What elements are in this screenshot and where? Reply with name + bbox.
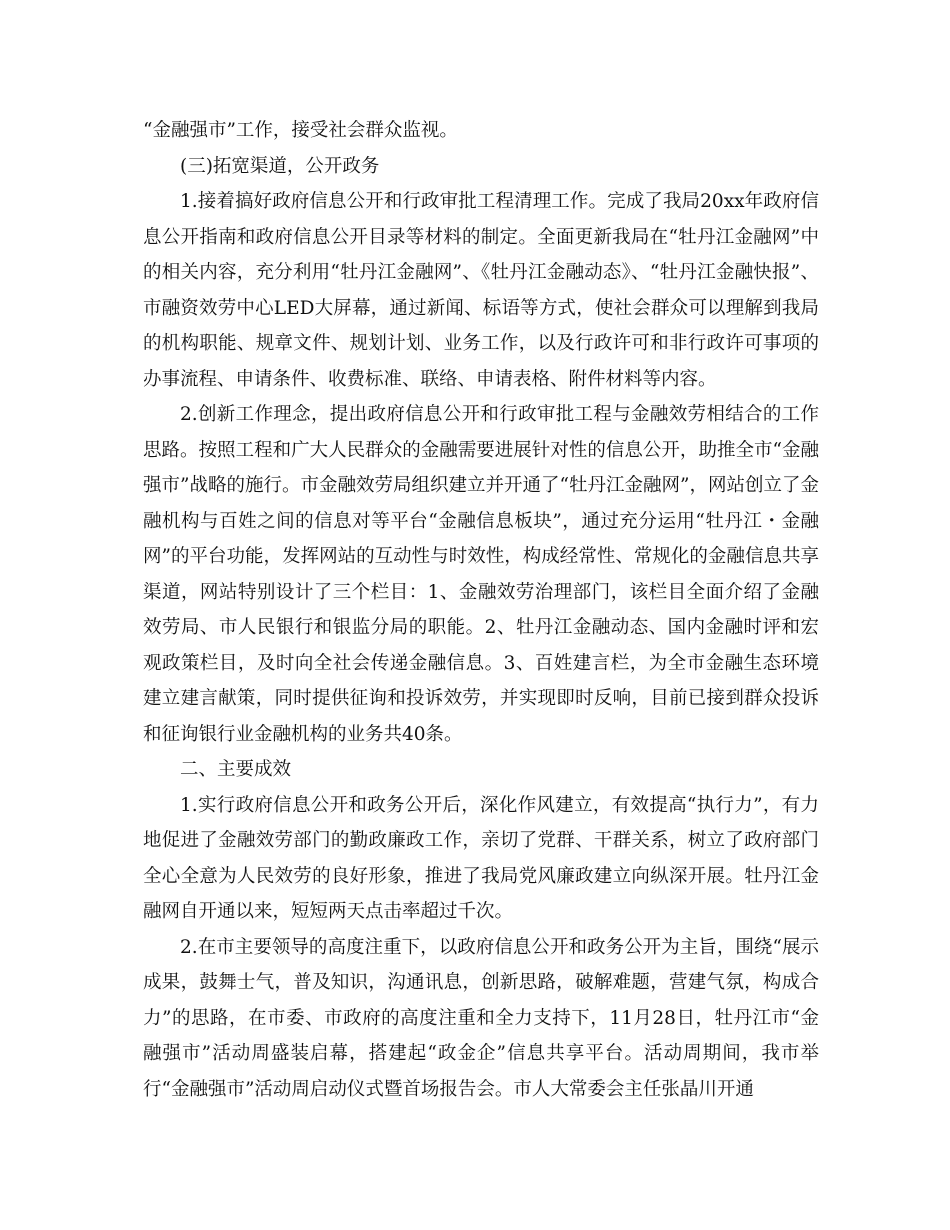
paragraph-result-1: 1.实行政府信息公开和政务公开后，深化作风建立，有效提高“执行力”，有力地促进了金融效劳部门的勤政廉政工作，亲切了党群、干群关系，树立了政府部门全心全意为人民效劳的良好形象，推进了我局党风廉政建立向纵深开展。牡丹江金融网自开通以来，短短两天点击率超过千次。 xyxy=(143,794,819,922)
document-body xyxy=(143,113,819,1107)
section-heading-main-results: 二、主要成效 xyxy=(180,759,292,780)
paragraph-item-2: 2.创新工作理念，提出政府信息公开和行政审批工程与金融效劳相结合的工作思路。按照工程和广大人民群众的金融需要进展针对性的信息公开，助推全市“金融强市”战略的施行。市金融效劳局组织建立并开通了“牡丹江金融网”，网站创立了金融机构与百姓之间的信息对等平台“金融信息板块”，通过充分运用“牡丹江・金融网”的平台功能，发挥网站的互动性与时效性，构成经常性、常规化的金融信息共享渠道，网站特别设计了三个栏目：1、金融效劳治理部门，该栏目全面介绍了金融效劳局、市人民银行和银监分局的职能。2、牡丹江金融动态、国内金融时评和宏观政策栏目，及时向全社会传递金融信息。3、百姓建言栏，为全市金融生态环境建立建言献策，同时提供征询和投诉效劳，并实现即时反响，目前已接到群众投诉和征询银行业金融机构的业务共40条。 xyxy=(143,404,819,745)
section-heading-expand-channels: (三)拓宽渠道，公开政务 xyxy=(180,155,380,177)
paragraph-continuation: “金融强市”工作，接受社会群众监视。 xyxy=(143,120,458,141)
paragraph-result-2: 2.在市主要领导的高度注重下，以政府信息公开和政务公开为主旨，围绕“展示成果，鼓舞士气，普及知识，沟通讯息，创新思路，破解难题，营建气氛，构成合力”的思路，在市委、市政府的高度注重和全力支持下，11月28日，牡丹江市“金融强市”活动周盛装启幕，搭建起“政金企”信息共享平台。活动周期间，我市举行“金融强市”活动周启动仪式暨首场报告会。市人大常委会主任张晶川开通 xyxy=(143,936,819,1100)
paragraph-item-1: 1.接着搞好政府信息公开和行政审批工程清理工作。完成了我局20xx年政府信息公开指南和政府信息公开目录等材料的制定。全面更新我局在“牡丹江金融网”中的相关内容，充分利用“牡丹江金融网”、《牡丹江金融动态》、“牡丹江金融快报”、市融资效劳中心LED大屏幕，通过新闻、标语等方式，使社会群众可以理解到我局的机构职能、规章文件、规划计划、业务工作，以及行政许可和非行政许可事项的办事流程、申请条件、收费标准、联络、申请表格、附件材料等内容。 xyxy=(143,191,819,390)
